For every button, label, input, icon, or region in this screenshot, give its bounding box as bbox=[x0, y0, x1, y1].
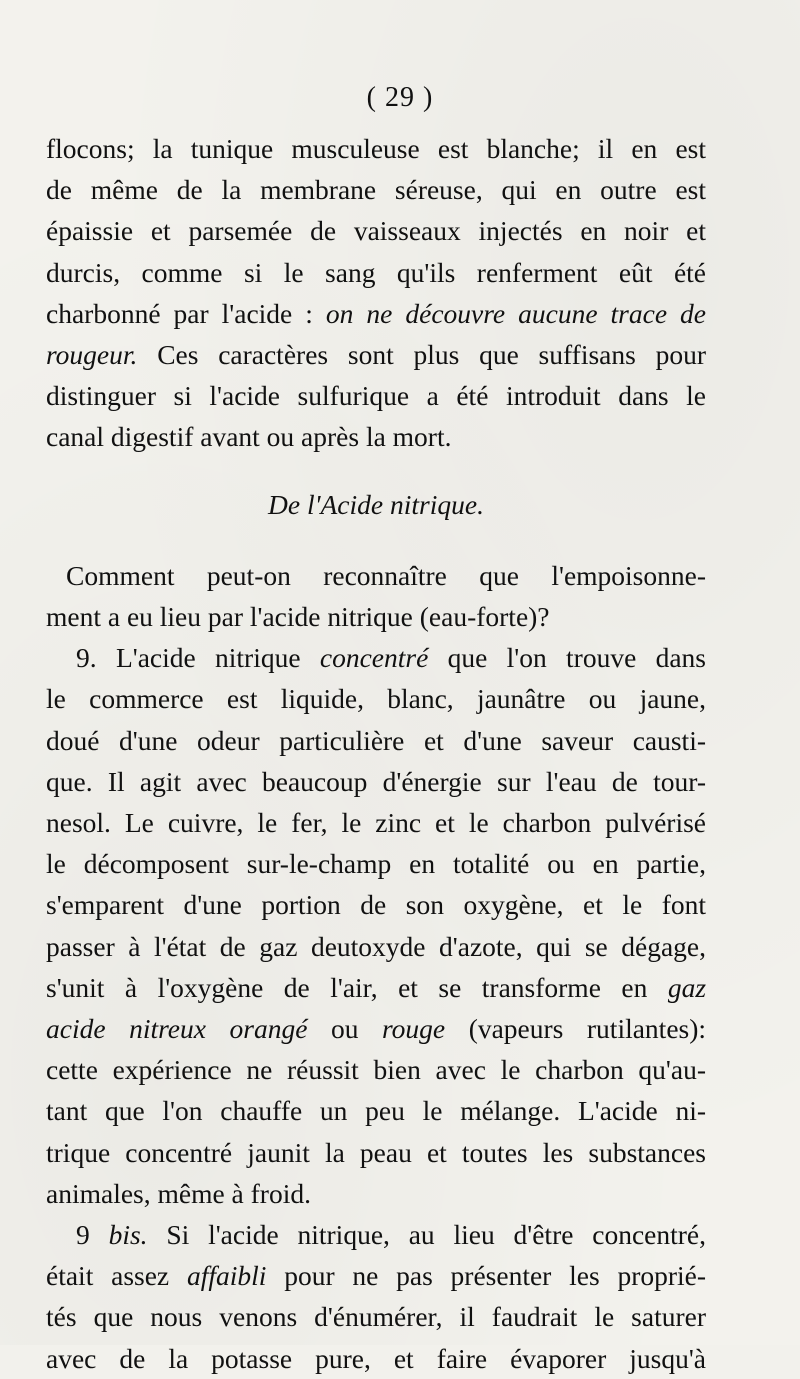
text-line: s'unit à l'oxygène de l'air, et se transforme en gaz bbox=[46, 971, 707, 1003]
text-line: tant que l'on chauffe un peu le mélange. L'acide ni- bbox=[46, 1095, 706, 1127]
text-line: trique concentré jaunit la peau et toutes les substances bbox=[46, 1136, 706, 1168]
text-line: le décomposent sur-le-champ en totalité ou en partie, bbox=[46, 848, 706, 880]
text-line: que. Il agit avec beaucoup d'énergie sur l'eau de tour- bbox=[46, 765, 706, 797]
text-line: acide nitreux orangé ou rouge (vapeurs rutilantes): bbox=[46, 1013, 707, 1045]
text-line: 9 bis. Si l'acide nitrique, au lieu d'être concentré, bbox=[76, 1219, 706, 1251]
text-line: canal digestif avant ou après la mort. bbox=[46, 421, 452, 453]
text-line: 9. L'acide nitrique concentré que l'on trouve dans bbox=[76, 642, 706, 674]
page-number: ( 29 ) bbox=[366, 82, 434, 113]
text-line: rougeur. Ces caractères sont plus que suffisans pour bbox=[46, 339, 706, 371]
text-line: nesol. Le cuivre, le fer, le zinc et le charbon pulvérisé bbox=[46, 807, 706, 839]
text-line: tés que nous venons d'énumérer, il faudrait le saturer bbox=[46, 1301, 706, 1333]
text-line: charbonné par l'acide : on ne découvre aucune trace de bbox=[46, 297, 706, 329]
text-line: Comment peut-on reconnaître que l'empoisonne- bbox=[66, 559, 706, 591]
text-line: était assez affaibli pour ne pas présenter les proprié- bbox=[46, 1260, 707, 1292]
text-line: s'emparent d'une portion de son oxygène, et le font bbox=[46, 889, 706, 921]
text-line: durcis, comme si le sang qu'ils renferment eût été bbox=[46, 256, 706, 288]
text-line: le commerce est liquide, blanc, jaunâtre ou jaune, bbox=[46, 683, 706, 715]
text-line: doué d'une odeur particulière et d'une saveur causti- bbox=[46, 724, 706, 756]
text-line: avec de la potasse pure, et faire évaporer jusqu'à bbox=[46, 1342, 706, 1374]
text-line: passer à l'état de gaz deutoxyde d'azote, qui se dégage, bbox=[46, 930, 706, 962]
text-line: animales, même à froid. bbox=[46, 1177, 311, 1209]
text-line: cette expérience ne réussit bien avec le charbon qu'au- bbox=[46, 1054, 706, 1086]
text-line: épaissie et parsemée de vaisseaux injectés en noir et bbox=[46, 215, 706, 247]
text-line: ment a eu lieu par l'acide nitrique (eau-forte)? bbox=[46, 601, 550, 633]
text-line: flocons; la tunique musculeuse est blanche; il en est bbox=[46, 133, 706, 164]
text-line: distinguer si l'acide sulfurique a été introduit dans le bbox=[46, 380, 706, 412]
text-line: de même de la membrane séreuse, qui en outre est bbox=[46, 174, 706, 206]
body-text bbox=[46, 128, 706, 1379]
section-heading: De l'Acide nitrique. bbox=[268, 488, 484, 520]
